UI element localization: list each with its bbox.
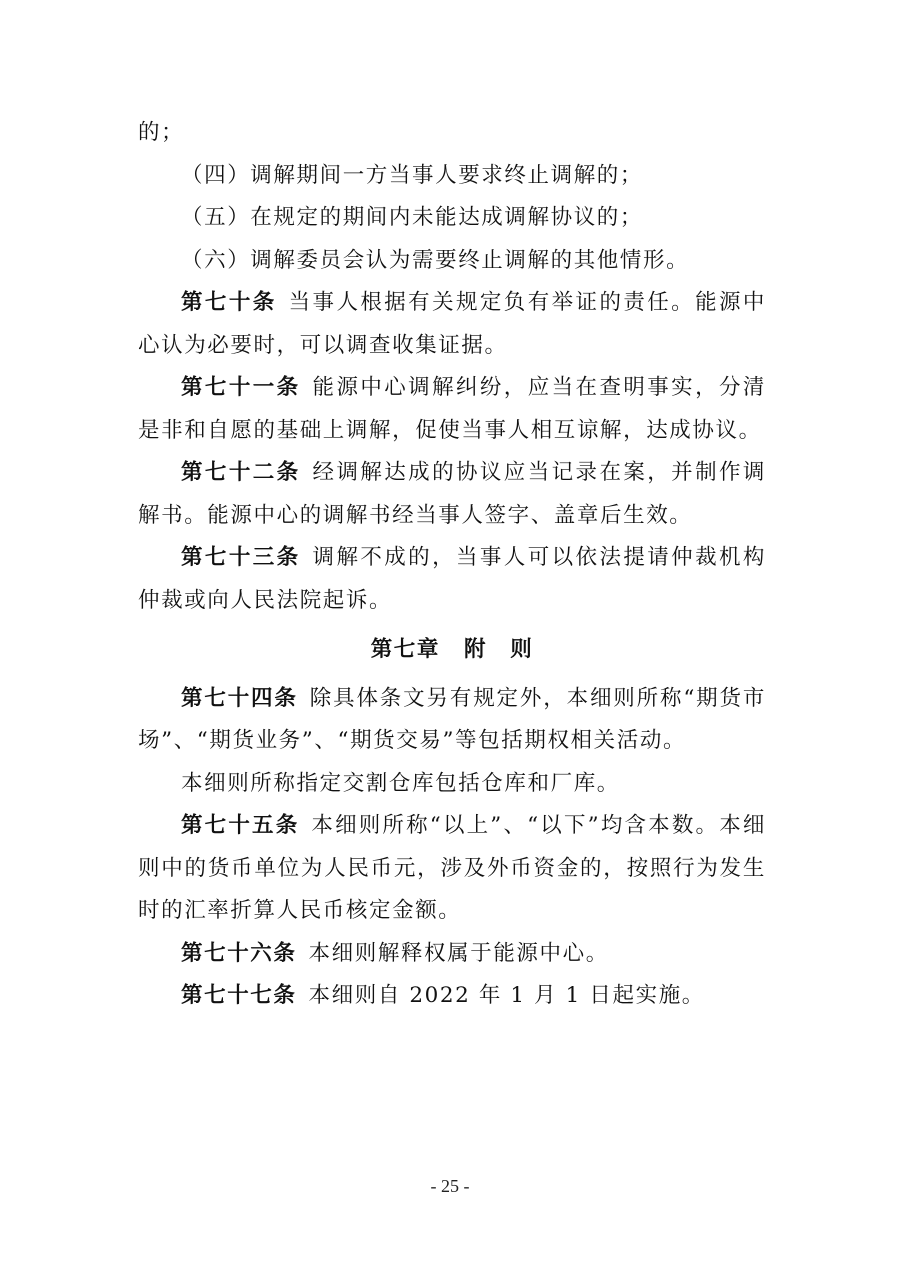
- chapter-number: 第七章: [370, 637, 440, 662]
- paragraphs-after: [138, 678, 766, 1018]
- article-76: [138, 933, 766, 976]
- article-71: [138, 367, 766, 452]
- paragraph-text: （六）调解委员会认为需要终止调解的其他情形。: [181, 247, 690, 273]
- article-text: 本细则自 2022 年 1 月 1 日起实施。: [308, 983, 705, 1008]
- article-text: 本细则解释权属于能源中心。: [308, 940, 609, 966]
- article-label: 第七十条: [181, 290, 277, 315]
- paragraph-text: （五）在规定的期间内未能达成调解协议的；: [181, 205, 644, 230]
- paragraph: [138, 112, 766, 155]
- chapter-title: 附 则: [464, 637, 534, 662]
- paragraph-text: 本细则所称指定交割仓库包括仓库和厂库。: [181, 770, 620, 796]
- paragraph: [138, 155, 766, 198]
- article-label: 第七十五条: [181, 813, 300, 838]
- article-text: 经调解达成的协议应当记录在案，并制作调解书。能源中心的调解书经当事人签字、盖章后生效。: [138, 460, 766, 528]
- article-label: 第七十一条: [181, 375, 301, 400]
- article-70: [138, 282, 766, 367]
- article-label: 第七十三条: [181, 545, 301, 570]
- article-75: [138, 805, 766, 933]
- paragraph-text: （四）调解期间一方当事人要求终止调解的；: [181, 162, 644, 188]
- paragraph: [138, 197, 766, 240]
- article-label: 第七十六条: [181, 940, 297, 966]
- paragraph: [138, 763, 766, 806]
- document-body: [138, 112, 766, 1018]
- article-text: 当事人根据有关规定负有举证的责任。能源中心认为必要时，可以调查收集证据。: [138, 290, 766, 358]
- article-label: 第七十七条: [181, 983, 297, 1008]
- page-number: - 25 -: [430, 1176, 470, 1196]
- chapter-heading: [138, 629, 766, 672]
- article-74: [138, 678, 766, 763]
- article-text: 本细则所称“以上”、“以下”均含本数。本细则中的货币单位为人民币元，涉及外币资金的，按照行为发生时的汇率折算人民币核定金额。: [138, 813, 766, 923]
- article-73: [138, 537, 766, 622]
- paragraph: [138, 240, 766, 283]
- paragraphs-before: [138, 112, 766, 622]
- article-77: [138, 975, 766, 1018]
- article-label: 第七十二条: [181, 460, 301, 485]
- article-label: 第七十四条: [181, 685, 298, 711]
- article-text: 能源中心调解纠纷，应当在查明事实，分清是非和自愿的基础上调解，促使当事人相互谅解，达成协议。: [138, 375, 766, 443]
- article-72: [138, 452, 766, 537]
- article-text: 除具体条文另有规定外，本细则所称“期货市场”、“期货业务”、“期货交易”等包括期权相关活动。: [138, 685, 766, 753]
- paragraph-text: 的；: [138, 120, 185, 145]
- article-text: 调解不成的，当事人可以依法提请仲裁机构仲裁或向人民法院起诉。: [138, 545, 766, 613]
